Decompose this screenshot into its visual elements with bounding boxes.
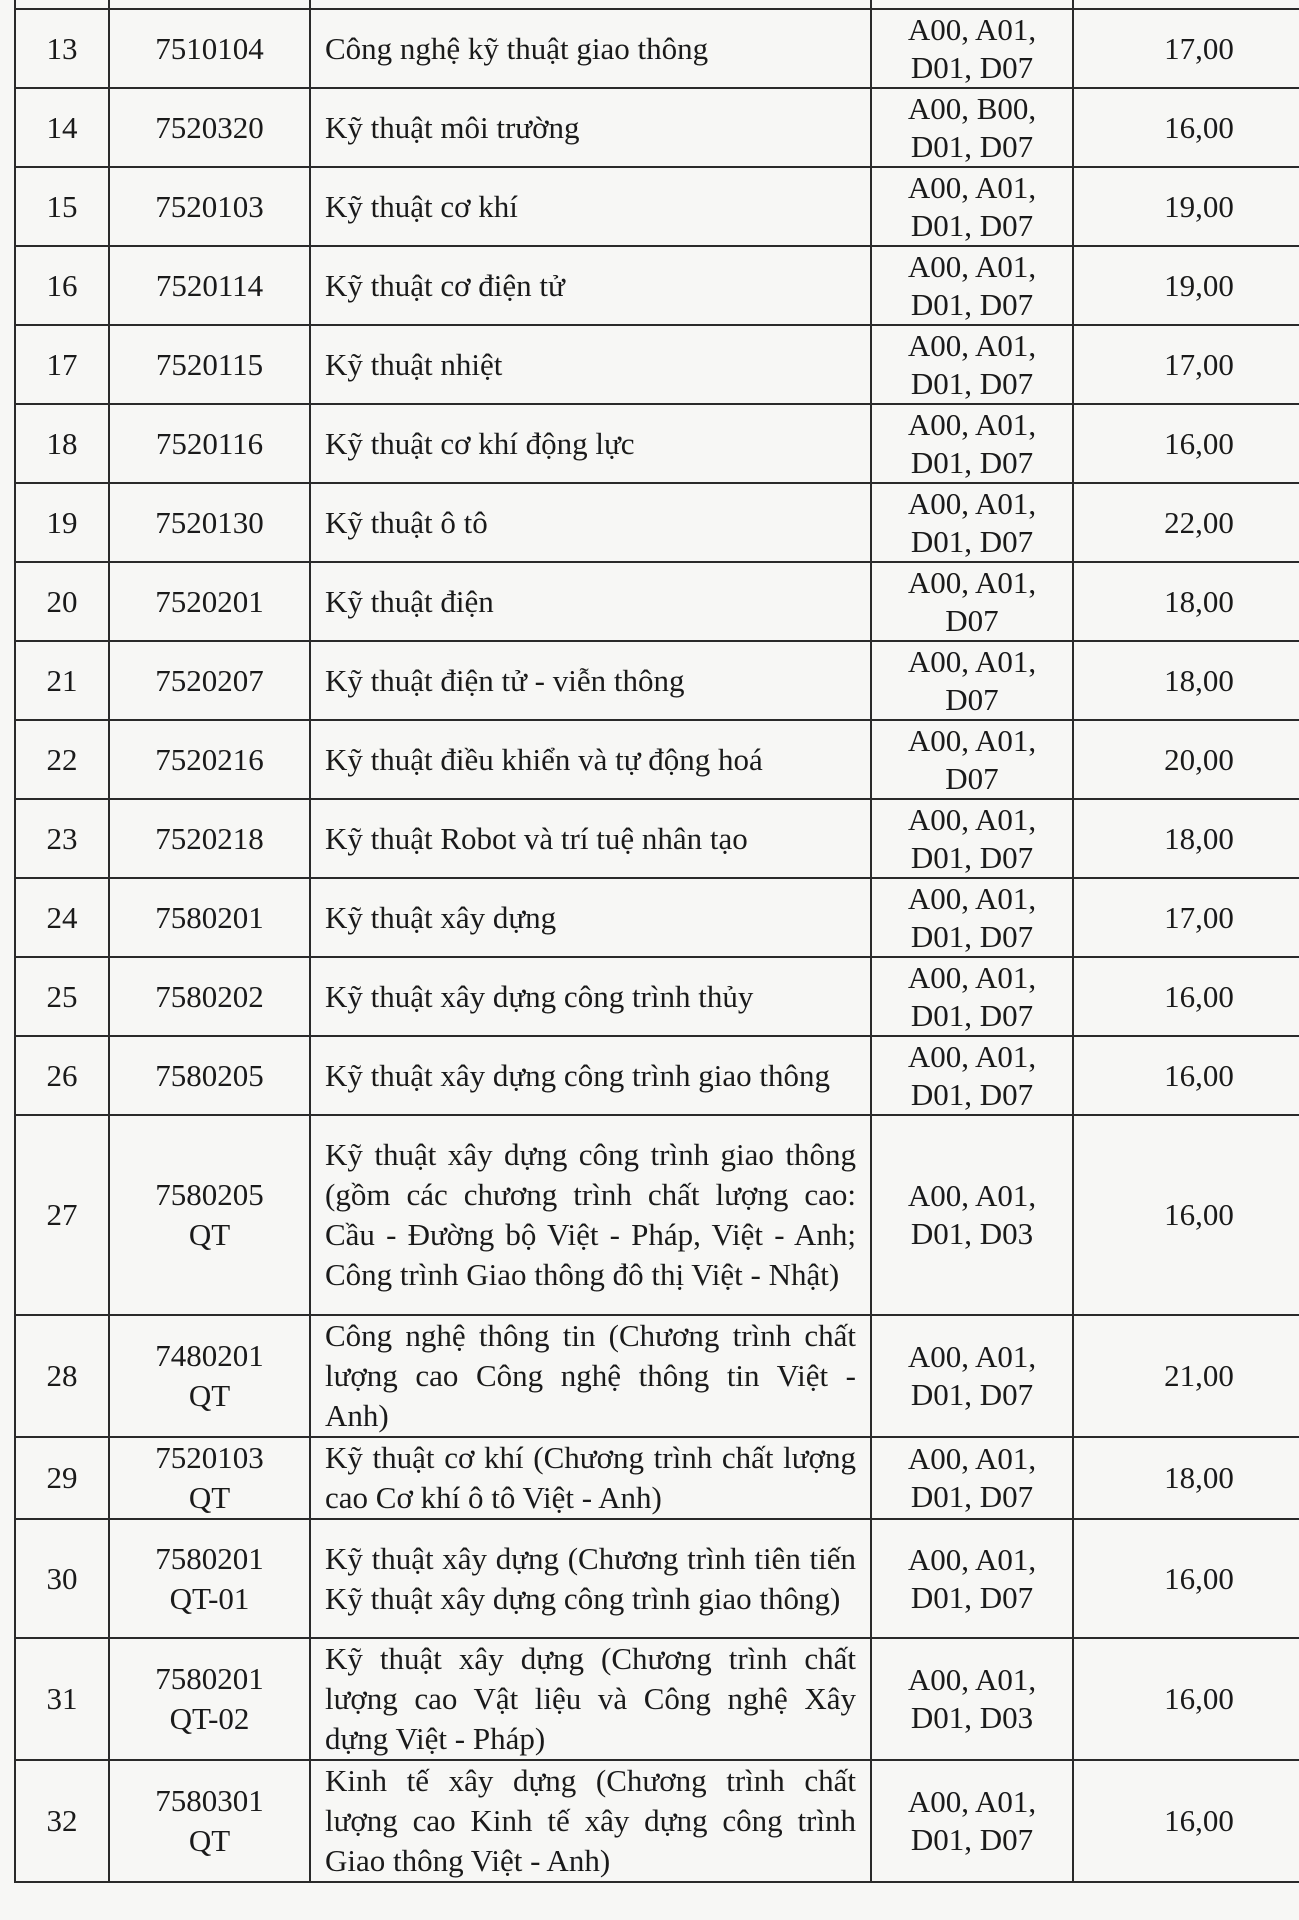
admission-score: 18,00 <box>1073 1437 1299 1519</box>
table-row <box>15 1115 1299 1315</box>
admission-score: 16,00 <box>1073 404 1299 483</box>
major-name: Kỹ thuật xây dựng <box>310 878 871 957</box>
major-name: Kỹ thuật cơ khí động lực <box>310 404 871 483</box>
admission-score: 18,00 <box>1073 799 1299 878</box>
subject-combination: A00, A01, D01, D07 <box>871 1437 1073 1519</box>
admission-score: 16,00 <box>1073 1638 1299 1760</box>
table-row <box>15 483 1299 562</box>
major-code: 7520103 <box>109 167 310 246</box>
table-row <box>15 720 1299 799</box>
admission-score: 18,00 <box>1073 641 1299 720</box>
major-name: Công nghệ kỹ thuật giao thông <box>310 9 871 88</box>
subject-combination: A00, A01, D01, D07 <box>871 1036 1073 1115</box>
subject-combination: A00, A01, D01, D03 <box>871 1115 1073 1315</box>
admission-score: 16,00 <box>1073 1760 1299 1882</box>
major-code: 7520201 <box>109 562 310 641</box>
table-row <box>15 404 1299 483</box>
admission-score: 16,00 <box>1073 1036 1299 1115</box>
admission-score: 22,00 <box>1073 483 1299 562</box>
admission-score: 17,00 <box>1073 878 1299 957</box>
major-code: 7520103 QT <box>109 1437 310 1519</box>
major-name: Kỹ thuật Robot và trí tuệ nhân tạo <box>310 799 871 878</box>
admission-score: 19,00 <box>1073 167 1299 246</box>
major-name: Kỹ thuật môi trường <box>310 88 871 167</box>
subject-combination: A00, A01, D01, D07 <box>871 878 1073 957</box>
table-row <box>15 562 1299 641</box>
major-name: Kỹ thuật điện <box>310 562 871 641</box>
major-name: Kỹ thuật cơ khí <box>310 167 871 246</box>
table-row <box>15 9 1299 88</box>
admission-score: 18,00 <box>1073 562 1299 641</box>
major-code: 7520320 <box>109 88 310 167</box>
row-number: 25 <box>15 957 109 1036</box>
major-name: Kỹ thuật điều khiển và tự động hoá <box>310 720 871 799</box>
admission-score: 16,00 <box>1073 1519 1299 1638</box>
major-name: Kỹ thuật ô tô <box>310 483 871 562</box>
major-name: Công nghệ thông tin (Chương trình chất lượng cao Công nghệ thông tin Việt - Anh) <box>310 1315 871 1437</box>
table-row <box>15 878 1299 957</box>
table-row <box>15 88 1299 167</box>
row-number: 32 <box>15 1760 109 1882</box>
subject-combination: A00, A01, D01, D07 <box>871 167 1073 246</box>
major-code: 7520116 <box>109 404 310 483</box>
row-number: 20 <box>15 562 109 641</box>
major-name: Kỹ thuật xây dựng công trình giao thông <box>310 1036 871 1115</box>
subject-combination: A00, A01, D01, D07 <box>871 404 1073 483</box>
subject-combination: A00, A01, D07 <box>871 720 1073 799</box>
row-number: 27 <box>15 1115 109 1315</box>
major-code: 7580205 QT <box>109 1115 310 1315</box>
row-number: 26 <box>15 1036 109 1115</box>
table-row <box>15 325 1299 404</box>
admission-score: 17,00 <box>1073 9 1299 88</box>
major-name: Kỹ thuật xây dựng công trình giao thông (gồm các chương trình chất lượng cao: Cầu - Đường bộ Việt - Pháp, Việt - Anh; Công trình Giao thông đô thị Việt - Nhật) <box>310 1115 871 1315</box>
major-code: 7520216 <box>109 720 310 799</box>
table-row <box>15 799 1299 878</box>
table-row <box>15 1315 1299 1437</box>
major-code: 7520114 <box>109 246 310 325</box>
table-row <box>15 957 1299 1036</box>
admission-score: 16,00 <box>1073 957 1299 1036</box>
subject-combination: A00, A01, D01, D07 <box>871 246 1073 325</box>
major-code: 7580201 QT-02 <box>109 1638 310 1760</box>
major-code: 7510104 <box>109 9 310 88</box>
admission-scores-table <box>14 0 1299 1883</box>
row-number: 23 <box>15 799 109 878</box>
table-row <box>15 1760 1299 1882</box>
row-number: 24 <box>15 878 109 957</box>
major-code: 7580205 <box>109 1036 310 1115</box>
admission-score: 21,00 <box>1073 1315 1299 1437</box>
table-row <box>15 641 1299 720</box>
table-top-strip <box>15 0 1299 9</box>
row-number: 19 <box>15 483 109 562</box>
row-number: 17 <box>15 325 109 404</box>
row-number: 14 <box>15 88 109 167</box>
major-code: 7480201 QT <box>109 1315 310 1437</box>
row-number: 31 <box>15 1638 109 1760</box>
subject-combination: A00, A01, D01, D07 <box>871 1519 1073 1638</box>
table-row <box>15 1036 1299 1115</box>
admission-score: 16,00 <box>1073 88 1299 167</box>
major-name: Kỹ thuật xây dựng (Chương trình chất lượng cao Vật liệu và Công nghệ Xây dựng Việt - Pháp) <box>310 1638 871 1760</box>
major-code: 7580202 <box>109 957 310 1036</box>
major-name: Kinh tế xây dựng (Chương trình chất lượng cao Kinh tế xây dựng công trình Giao thông Việt - Anh) <box>310 1760 871 1882</box>
table-row <box>15 1437 1299 1519</box>
table-body <box>15 0 1299 1882</box>
row-number: 29 <box>15 1437 109 1519</box>
subject-combination: A00, A01, D01, D07 <box>871 1315 1073 1437</box>
table-row <box>15 167 1299 246</box>
admission-score: 19,00 <box>1073 246 1299 325</box>
row-number: 21 <box>15 641 109 720</box>
subject-combination: A00, A01, D01, D07 <box>871 483 1073 562</box>
row-number: 28 <box>15 1315 109 1437</box>
major-name: Kỹ thuật xây dựng (Chương trình tiên tiến Kỹ thuật xây dựng công trình giao thông) <box>310 1519 871 1638</box>
subject-combination: A00, A01, D07 <box>871 562 1073 641</box>
major-code: 7580201 QT-01 <box>109 1519 310 1638</box>
subject-combination: A00, B00, D01, D07 <box>871 88 1073 167</box>
row-number: 18 <box>15 404 109 483</box>
row-number: 22 <box>15 720 109 799</box>
table-row <box>15 1638 1299 1760</box>
major-name: Kỹ thuật xây dựng công trình thủy <box>310 957 871 1036</box>
major-code: 7520115 <box>109 325 310 404</box>
major-code: 7580201 <box>109 878 310 957</box>
admission-score: 20,00 <box>1073 720 1299 799</box>
table-row <box>15 1519 1299 1638</box>
subject-combination: A00, A01, D01, D07 <box>871 957 1073 1036</box>
subject-combination: A00, A01, D01, D07 <box>871 325 1073 404</box>
subject-combination: A00, A01, D01, D07 <box>871 799 1073 878</box>
subject-combination: A00, A01, D01, D07 <box>871 1760 1073 1882</box>
major-name: Kỹ thuật điện tử - viễn thông <box>310 641 871 720</box>
major-code: 7520207 <box>109 641 310 720</box>
row-number: 13 <box>15 9 109 88</box>
row-number: 16 <box>15 246 109 325</box>
table-row <box>15 246 1299 325</box>
admission-score: 16,00 <box>1073 1115 1299 1315</box>
admission-score: 17,00 <box>1073 325 1299 404</box>
subject-combination: A00, A01, D07 <box>871 641 1073 720</box>
subject-combination: A00, A01, D01, D03 <box>871 1638 1073 1760</box>
major-code: 7580301 QT <box>109 1760 310 1882</box>
row-number: 30 <box>15 1519 109 1638</box>
major-code: 7520130 <box>109 483 310 562</box>
row-number: 15 <box>15 167 109 246</box>
major-code: 7520218 <box>109 799 310 878</box>
major-name: Kỹ thuật nhiệt <box>310 325 871 404</box>
major-name: Kỹ thuật cơ điện tử <box>310 246 871 325</box>
major-name: Kỹ thuật cơ khí (Chương trình chất lượng cao Cơ khí ô tô Việt - Anh) <box>310 1437 871 1519</box>
subject-combination: A00, A01, D01, D07 <box>871 9 1073 88</box>
